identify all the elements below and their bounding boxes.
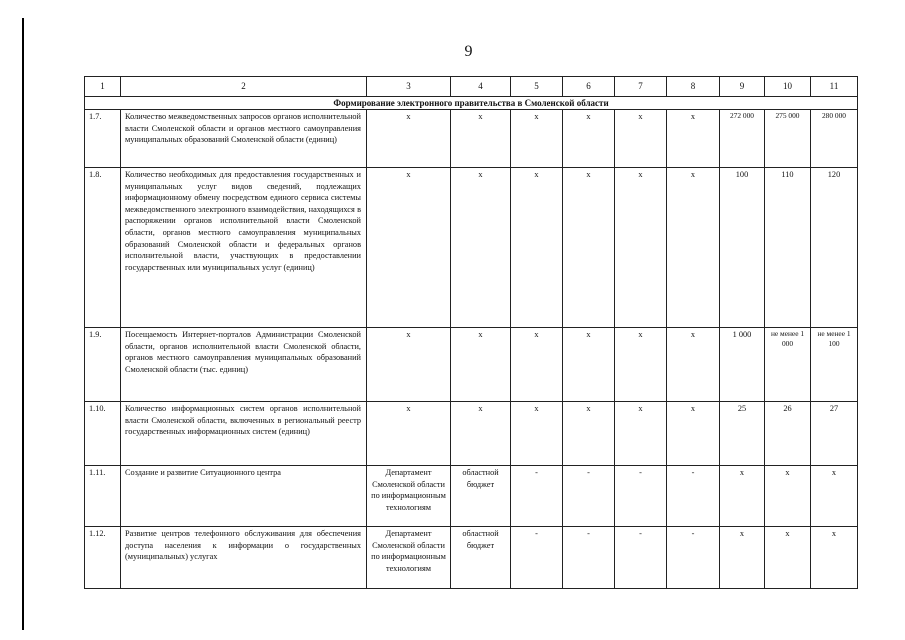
section-header-row xyxy=(85,97,858,110)
value-cell-c3: х xyxy=(367,328,451,402)
value-cell-c3: х xyxy=(367,402,451,466)
column-header: 6 xyxy=(563,77,615,97)
table-row xyxy=(85,168,858,328)
value-cell-c3: Департамент Смоленской области по информационным технологиям xyxy=(367,466,451,527)
value-cell-c6: - xyxy=(563,527,615,589)
column-number-header-row xyxy=(85,77,858,97)
column-header: 5 xyxy=(511,77,563,97)
value-cell-c5: х xyxy=(511,110,563,168)
value-cell-c7: х xyxy=(615,328,667,402)
value-cell-c5: - xyxy=(511,466,563,527)
row-number-cell: 1.10. xyxy=(85,402,121,466)
column-header: 9 xyxy=(720,77,765,97)
row-number-cell: 1.7. xyxy=(85,110,121,168)
value-cell-c3: х xyxy=(367,110,451,168)
value-cell-c10: х xyxy=(765,527,811,589)
value-cell-c5: - xyxy=(511,527,563,589)
value-cell-c6: х xyxy=(563,328,615,402)
value-cell-c8: х xyxy=(667,328,720,402)
value-cell-c3: Департамент Смоленской области по информационным технологиям xyxy=(367,527,451,589)
value-cell-c6: х xyxy=(563,110,615,168)
indicator-description-cell: Развитие центров телефонного обслуживания для обеспечения доступа населения к информации о государственных (муниципальных) услугах xyxy=(121,527,367,589)
value-cell-c5: х xyxy=(511,402,563,466)
section-title: Формирование электронного правительства в Смоленской области xyxy=(85,97,858,110)
value-cell-c11: 120 xyxy=(811,168,858,328)
value-cell-c7: х xyxy=(615,168,667,328)
column-header: 4 xyxy=(451,77,511,97)
column-header: 8 xyxy=(667,77,720,97)
value-cell-c11: х xyxy=(811,466,858,527)
value-cell-c4: х xyxy=(451,328,511,402)
value-cell-c7: х xyxy=(615,110,667,168)
column-header: 10 xyxy=(765,77,811,97)
value-cell-c8: х xyxy=(667,402,720,466)
indicator-description-cell: Посещаемость Интернет-порталов Администрации Смоленской области, органов исполнительной власти Смоленской области, органов местного самоуправления муниципальных образований Смоленской области (тыс. единиц) xyxy=(121,328,367,402)
column-header: 1 xyxy=(85,77,121,97)
value-cell-c10: не менее 1 000 xyxy=(765,328,811,402)
value-cell-c9: х xyxy=(720,527,765,589)
value-cell-c6: х xyxy=(563,168,615,328)
value-cell-c8: - xyxy=(667,466,720,527)
row-number-cell: 1.8. xyxy=(85,168,121,328)
value-cell-c10: 275 000 xyxy=(765,110,811,168)
indicator-description-cell: Количество необходимых для предоставления государственных и муниципальных услуг видов сведений, подлежащих информационному обмену посредством единого сервиса системы межведомственного электронного взаимодействия, находящихся в распоряжении органов исполнительной власти Смоленской области, органов местного самоуправления муниципальных образований Смоленской области и федеральных органов исполнительной власти, участвующих в предоставлении государственных или муниципальных услуг (единиц) xyxy=(121,168,367,328)
value-cell-c6: х xyxy=(563,402,615,466)
value-cell-c9: 100 xyxy=(720,168,765,328)
value-cell-c8: х xyxy=(667,110,720,168)
value-cell-c8: х xyxy=(667,168,720,328)
table-row xyxy=(85,402,858,466)
value-cell-c9: 1 000 xyxy=(720,328,765,402)
indicator-description-cell: Количество информационных систем органов исполнительной власти Смоленской области, включенных в региональный реестр государственных информационных систем (единиц) xyxy=(121,402,367,466)
table-row xyxy=(85,328,858,402)
value-cell-c4: областной бюджет xyxy=(451,527,511,589)
column-header: 3 xyxy=(367,77,451,97)
value-cell-c8: - xyxy=(667,527,720,589)
value-cell-c4: областной бюджет xyxy=(451,466,511,527)
value-cell-c11: 27 xyxy=(811,402,858,466)
value-cell-c9: 25 xyxy=(720,402,765,466)
value-cell-c11: не менее 1 100 xyxy=(811,328,858,402)
value-cell-c10: 110 xyxy=(765,168,811,328)
row-number-cell: 1.11. xyxy=(85,466,121,527)
value-cell-c7: х xyxy=(615,402,667,466)
table-row xyxy=(85,527,858,589)
column-header: 7 xyxy=(615,77,667,97)
value-cell-c4: х xyxy=(451,402,511,466)
value-cell-c5: х xyxy=(511,168,563,328)
value-cell-c11: 280 000 xyxy=(811,110,858,168)
table-row xyxy=(85,110,858,168)
indicator-description-cell: Создание и развитие Ситуационного центра xyxy=(121,466,367,527)
row-number-cell: 1.12. xyxy=(85,527,121,589)
value-cell-c10: 26 xyxy=(765,402,811,466)
value-cell-c4: х xyxy=(451,110,511,168)
left-margin-line xyxy=(22,18,24,630)
value-cell-c7: - xyxy=(615,466,667,527)
value-cell-c7: - xyxy=(615,527,667,589)
value-cell-c6: - xyxy=(563,466,615,527)
value-cell-c3: х xyxy=(367,168,451,328)
table-row xyxy=(85,466,858,527)
program-indicators-table xyxy=(84,76,858,589)
column-header: 11 xyxy=(811,77,858,97)
value-cell-c10: х xyxy=(765,466,811,527)
value-cell-c5: х xyxy=(511,328,563,402)
value-cell-c4: х xyxy=(451,168,511,328)
value-cell-c11: х xyxy=(811,527,858,589)
row-number-cell: 1.9. xyxy=(85,328,121,402)
value-cell-c9: х xyxy=(720,466,765,527)
value-cell-c9: 272 000 xyxy=(720,110,765,168)
page-number: 9 xyxy=(464,43,473,60)
column-header: 2 xyxy=(121,77,367,97)
indicator-description-cell: Количество межведомственных запросов органов исполнительной власти Смоленской области и органов местного самоуправления муниципальных образований Смоленской области (единиц) xyxy=(121,110,367,168)
